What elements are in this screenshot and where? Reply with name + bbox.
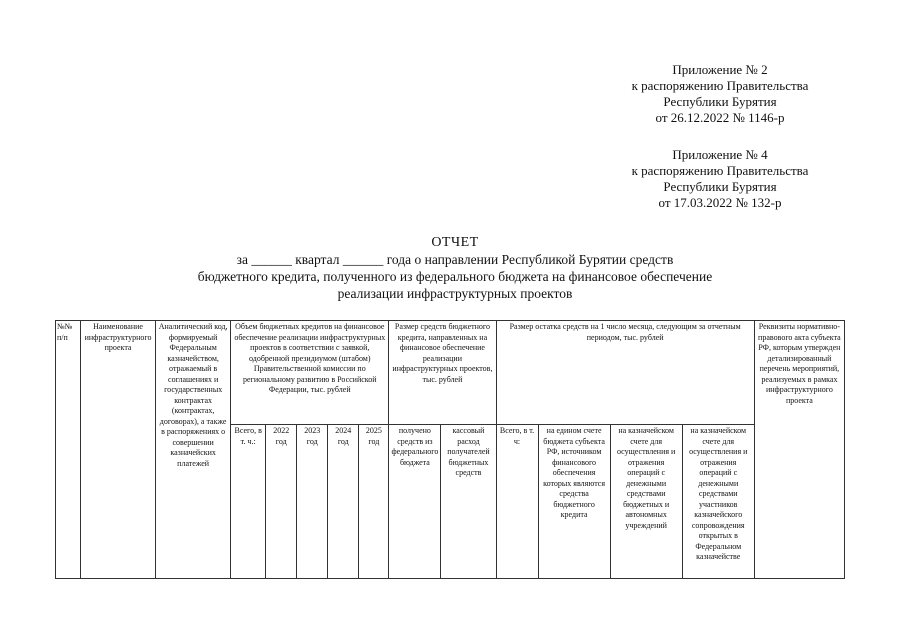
header-remainder-total: Всего, в т. ч: <box>496 425 538 579</box>
report-title-line3: реализации инфраструктурных проектов <box>337 286 573 301</box>
report-title-line1: за ______ квартал ______ года о направлении Республикой Бурятии средств <box>236 252 674 267</box>
table-header-row-1 <box>56 321 845 425</box>
appendix-2-line2: к распоряжению Правительства <box>631 78 809 93</box>
appendix-2-date: от 26.12.2022 № 1146-р <box>655 110 785 125</box>
header-cash-expense: кассовый расход получателей бюджетных средств <box>441 425 496 579</box>
appendix-4-number: Приложение № 4 <box>672 147 768 162</box>
header-number: №№ п/п <box>56 321 81 579</box>
header-requisites: Реквизиты нормативно-правового акта субъекта РФ, которым утвержден детализированный перечень мероприятий, реализуемых в рамках инфраструктурного проекта <box>754 321 844 579</box>
appendix-2-block <box>530 62 905 126</box>
appendix-2-line3: Республики Бурятия <box>663 94 777 109</box>
header-treasury-account-participants: на казначейском счете для осуществления и отражения операций с денежными средствами участников казначейского сопровождения открытых в Федеральном казначействе <box>682 425 754 579</box>
header-project-name: Наименование инфраструктурного проекта <box>81 321 156 579</box>
report-heading: ОТЧЕТ <box>431 235 479 250</box>
header-volume-total: Всего, в т. ч.: <box>231 425 266 579</box>
header-year-2025: 2025 год <box>359 425 389 579</box>
header-year-2022: 2022 год <box>266 425 297 579</box>
header-credit-size: Размер средств бюджетного кредита, направленных на финансовое обеспечение реализации инфраструктурных проектов, тыс. рублей <box>389 321 496 425</box>
header-treasury-account-institutions: на казначейском счете для осуществления и отражения операций с денежными средствами бюджетных и автономных учреждений <box>610 425 682 579</box>
header-received-federal: получено средств из федерального бюджета <box>389 425 441 579</box>
report-table <box>55 320 845 579</box>
appendix-4-line2: к распоряжению Правительства <box>631 163 809 178</box>
header-remainder: Размер остатка средств на 1 число месяца, следующим за отчетным периодом, тыс. рублей <box>496 321 754 425</box>
header-single-account: на едином счете бюджета субъекта РФ, источником финансового обеспечения которых являются средства бюджетного кредита <box>538 425 610 579</box>
header-analytic-code: Аналитический код, формируемый Федеральным казначейством, отражаемый в соглашениях и государственных контрактах (контрактах, договорах), а также в распоряжениях о совершении казначейских платежей <box>156 321 231 579</box>
appendix-4-line3: Республики Бурятия <box>663 179 777 194</box>
appendix-2-number: Приложение № 2 <box>672 62 768 77</box>
report-title-line2: бюджетного кредита, полученного из федерального бюджета на финансовое обеспечение <box>197 269 713 284</box>
appendix-4-block <box>530 147 905 211</box>
header-credit-volume: Объем бюджетных кредитов на финансовое обеспечение реализации инфраструктурных проектов в соответствии с заявкой, одобренной президиумом (штабом) Правительственной комиссии по региональному развитию в Российской Федерации, тыс. рублей <box>231 321 389 425</box>
appendix-4-date: от 17.03.2022 № 132-р <box>658 195 782 210</box>
header-year-2024: 2024 год <box>328 425 359 579</box>
report-title-block <box>60 234 850 302</box>
header-year-2023: 2023 год <box>297 425 328 579</box>
